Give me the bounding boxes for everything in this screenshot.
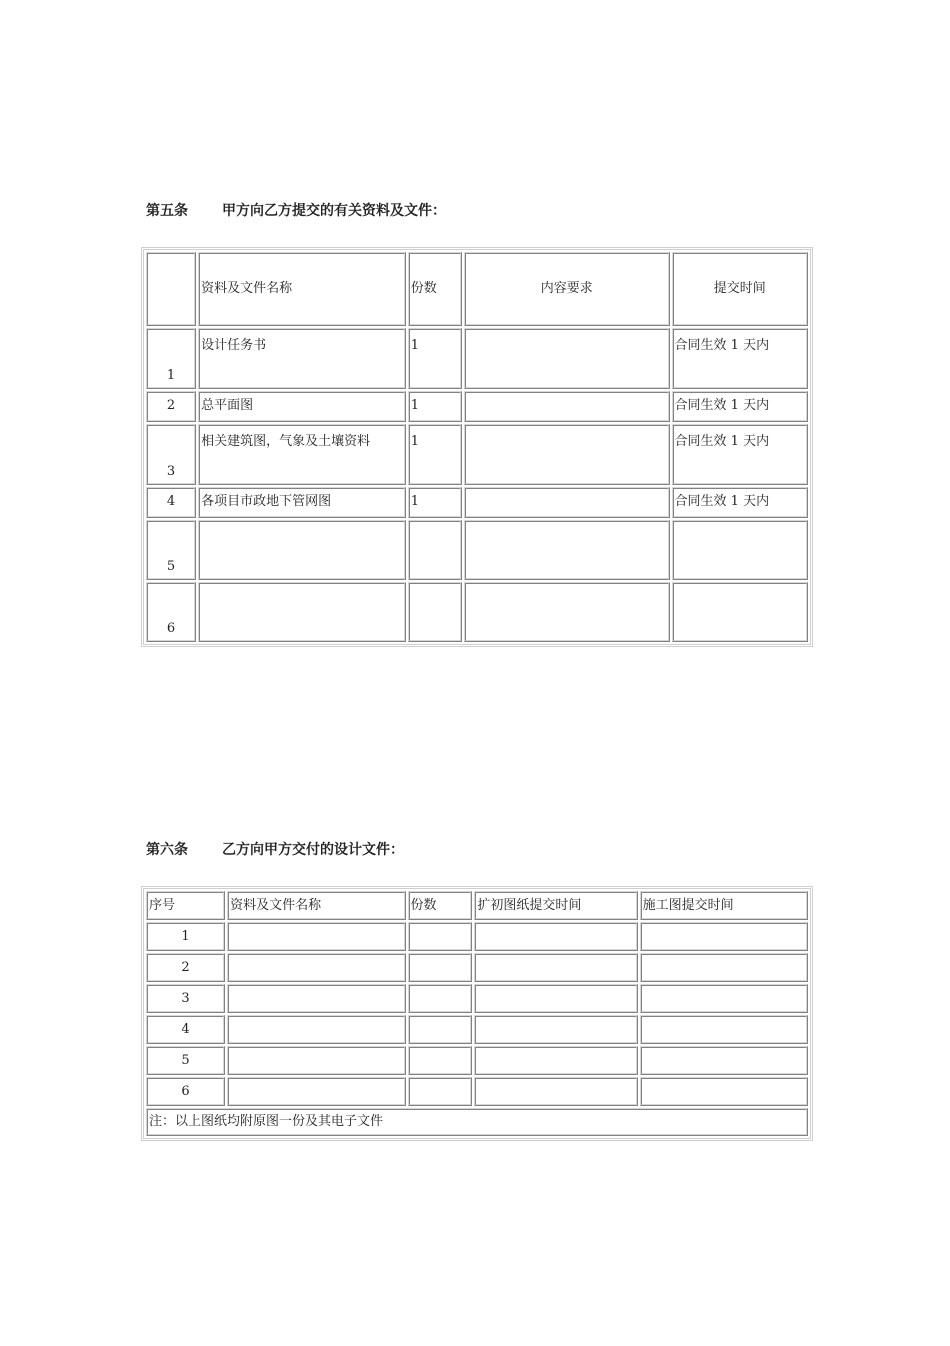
row-content [464,424,670,485]
header-cell-index [146,252,196,326]
row-cell [474,1077,637,1106]
row-time [672,582,808,642]
row-cell [474,922,637,951]
row-cell [640,922,808,951]
row-cell [408,1015,473,1044]
row-content [464,328,670,389]
row-cell [640,1077,808,1106]
table-row [146,487,808,518]
row-cell [227,1015,405,1044]
row-name [198,582,406,642]
row-copies: 1 [408,391,462,422]
table-row [146,328,808,389]
row-cell [474,984,637,1013]
row-time: 合同生效 1 天内 [672,424,808,485]
table-row [146,984,808,1013]
row-cell [474,953,637,982]
row-index: 5 [146,520,196,580]
row-content [464,582,670,642]
row-index: 4 [146,487,196,518]
row-cell [474,1046,637,1075]
row-index: 1 [146,922,225,951]
row-cell [227,1046,405,1075]
article-5-title: 甲方向乙方提交的有关资料及文件： [222,203,446,219]
row-time: 合同生效 1 天内 [672,328,808,389]
row-cell [408,922,473,951]
row-copies: 1 [408,328,462,389]
row-content [464,520,670,580]
article-6-title: 乙方向甲方交付的设计文件： [222,842,404,858]
header-cell-content: 内容要求 [464,252,670,326]
header-cell-index: 序号 [146,891,225,920]
row-cell [227,1077,405,1106]
row-cell [227,922,405,951]
row-index: 2 [146,953,225,982]
row-cell [640,1046,808,1075]
row-cell [408,984,473,1013]
row-copies: 1 [408,424,462,485]
row-time [672,520,808,580]
row-name: 总平面图 [198,391,406,422]
header-cell-copies: 份数 [408,891,473,920]
row-index: 1 [146,328,196,389]
table-row [146,391,808,422]
row-name: 各项目市政地下管网图 [198,487,406,518]
article-6-table [141,886,813,1141]
header-cell-copies: 份数 [408,252,462,326]
table-row [146,520,808,580]
row-name: 相关建筑图，气象及土壤资料 [198,424,406,485]
row-name [198,520,406,580]
table-row [146,1077,808,1106]
table-row [146,1015,808,1044]
row-time: 合同生效 1 天内 [672,487,808,518]
row-cell [474,1015,637,1044]
row-time: 合同生效 1 天内 [672,391,808,422]
row-cell [227,984,405,1013]
row-index: 3 [146,424,196,485]
row-cell [408,1046,473,1075]
table-note: 注：以上图纸均附原图一份及其电子文件 [146,1108,808,1136]
row-index: 6 [146,1077,225,1106]
table-row [146,922,808,951]
header-cell-name: 资料及文件名称 [227,891,405,920]
row-copies [408,520,462,580]
table-note-row [146,1108,808,1136]
row-cell [640,1015,808,1044]
row-copies [408,582,462,642]
header-cell-construction-time: 施工图提交时间 [640,891,808,920]
row-cell [227,953,405,982]
table-row [146,582,808,642]
row-index: 6 [146,582,196,642]
row-copies: 1 [408,487,462,518]
table-row [146,1046,808,1075]
article-6-heading [146,839,404,859]
row-cell [640,953,808,982]
row-index: 5 [146,1046,225,1075]
article-6-number: 第六条 [146,842,188,858]
article-5-heading [146,200,446,220]
article-5-number: 第五条 [146,203,188,219]
row-cell [408,1077,473,1106]
table-row [146,424,808,485]
row-index: 3 [146,984,225,1013]
row-name: 设计任务书 [198,328,406,389]
article-5-table [141,247,813,647]
table-header-row [146,891,808,920]
row-cell [640,984,808,1013]
header-cell-name: 资料及文件名称 [198,252,406,326]
table-header-row [146,252,808,326]
row-index: 4 [146,1015,225,1044]
row-content [464,391,670,422]
row-index: 2 [146,391,196,422]
table-row [146,953,808,982]
header-cell-preliminary-time: 扩初图纸提交时间 [474,891,637,920]
row-content [464,487,670,518]
header-cell-time: 提交时间 [672,252,808,326]
row-cell [408,953,473,982]
